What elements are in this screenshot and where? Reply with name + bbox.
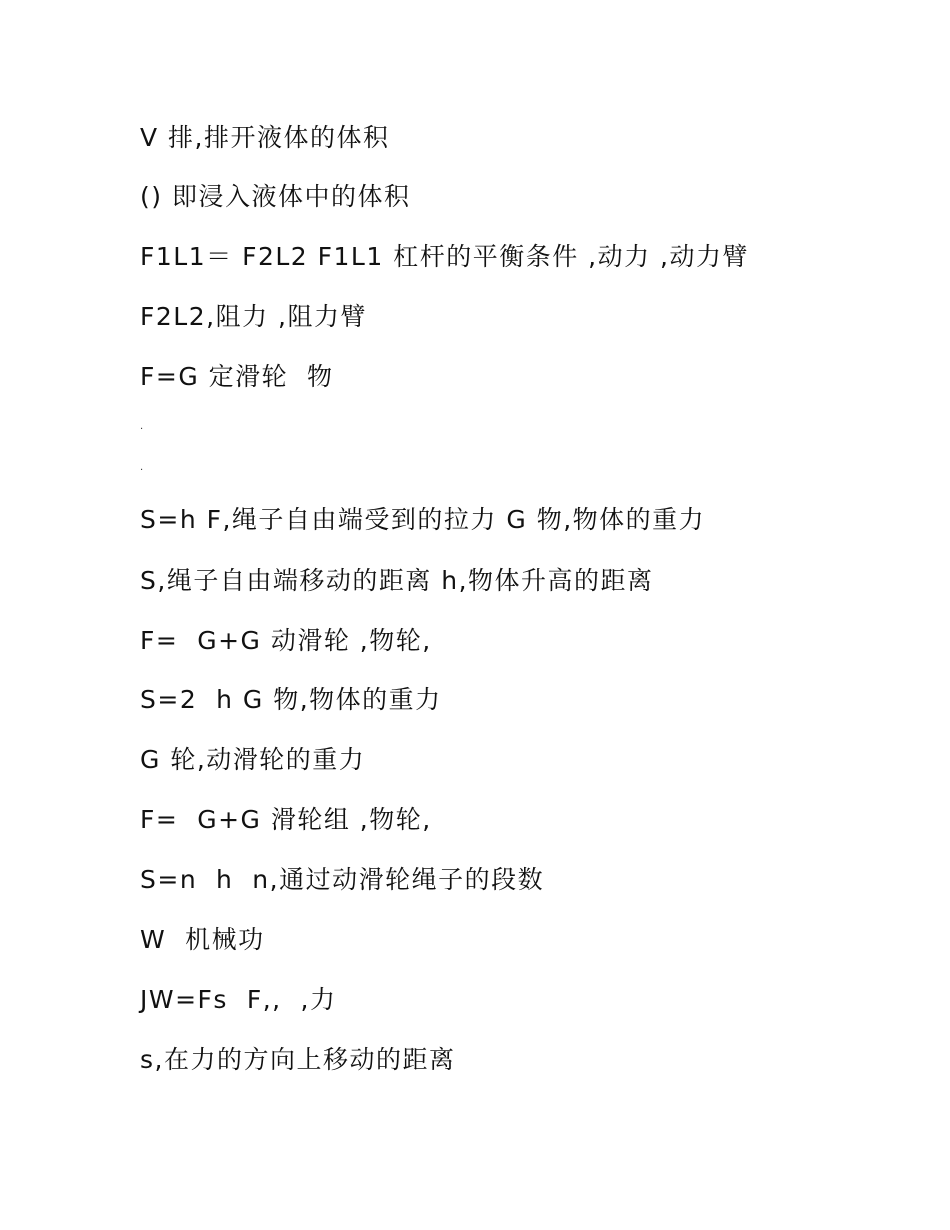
text-line-4: F2L2,阻力 ,阻力臂 bbox=[140, 302, 367, 331]
text-line-14: JW=Fs F,, ,力 bbox=[140, 985, 337, 1014]
dot-separator-2: . bbox=[140, 462, 144, 473]
text-line-13: W 机械功 bbox=[140, 925, 265, 954]
text-line-2: () 即浸入液体中的体积 bbox=[140, 182, 411, 211]
text-line-9: S=2 h G 物,物体的重力 bbox=[140, 685, 442, 714]
text-line-10: G 轮,动滑轮的重力 bbox=[140, 745, 366, 774]
text-line-3: F1L1＝ F2L2 F1L1 杠杆的平衡条件 ,动力 ,动力臂 bbox=[140, 242, 749, 271]
dot-separator-1: . bbox=[140, 421, 144, 432]
text-line-7: S,绳子自由端移动的距离 h,物体升高的距离 bbox=[140, 566, 654, 595]
text-line-15: s,在力的方向上移动的距离 bbox=[140, 1045, 456, 1074]
text-line-8: F= G+G 动滑轮 ,物轮, bbox=[140, 626, 432, 655]
text-line-5: F=G 定滑轮 物 bbox=[140, 362, 334, 391]
text-line-1: V 排,排开液体的体积 bbox=[140, 123, 390, 152]
text-line-12: S=n h n,通过动滑轮绳子的段数 bbox=[140, 865, 545, 894]
text-line-11: F= G+G 滑轮组 ,物轮, bbox=[140, 805, 432, 834]
text-line-6: S=h F,绳子自由端受到的拉力 G 物,物体的重力 bbox=[140, 505, 706, 534]
